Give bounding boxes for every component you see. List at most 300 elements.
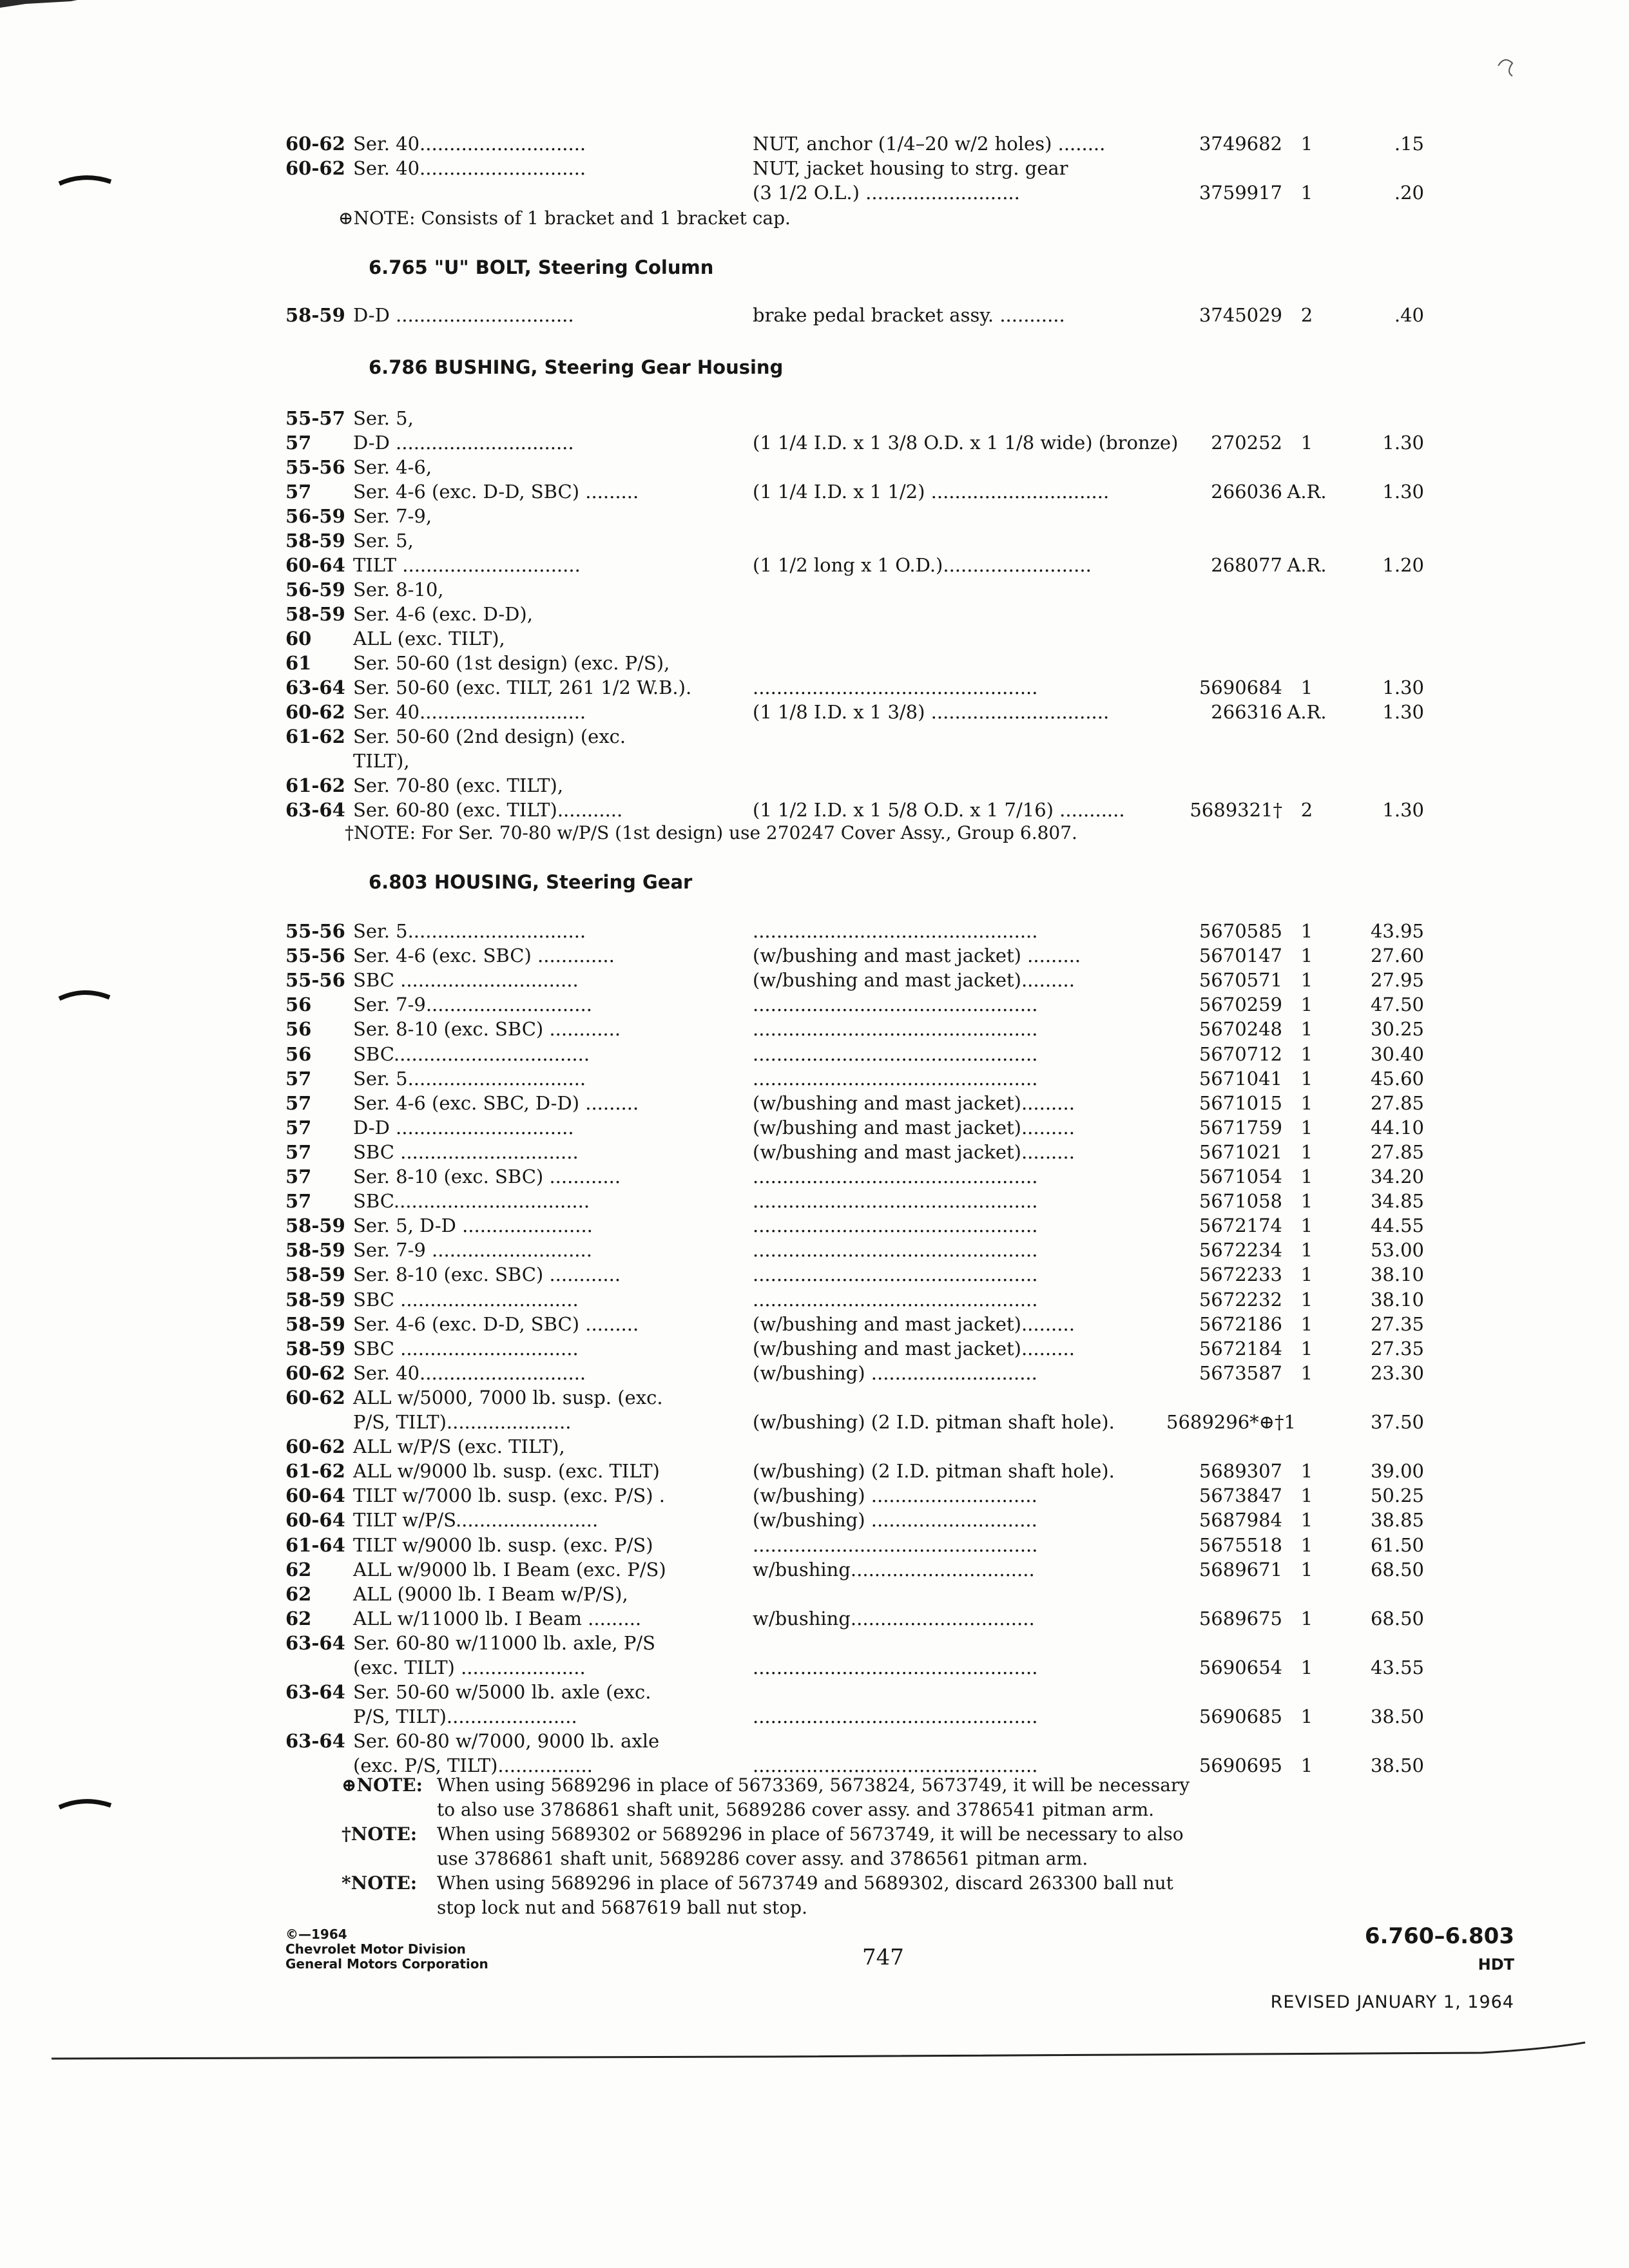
- cell-qty: 1: [1300, 1509, 1313, 1532]
- cell-part-number: 5672184: [1199, 1337, 1282, 1360]
- cell-applies-to: Ser. 60-80 w/7000, 9000 lb. axle: [353, 1730, 660, 1753]
- cell-part-number: 5671041: [1199, 1067, 1282, 1090]
- cell-description: (1 1/8 I.D. x 1 3/8) ..............................: [753, 701, 1110, 723]
- cell-qty: 2: [1300, 799, 1313, 821]
- cell-qty: 1: [1300, 1706, 1313, 1728]
- cell-year: 60-62: [285, 1361, 345, 1384]
- cell-year: 58-59: [285, 1288, 345, 1311]
- table-row: [0, 1680, 1629, 1704]
- note-text: When using 5689296 in place of 5673369, 5673824, 5673749, it will be necessary: [437, 1774, 1190, 1796]
- cell-year: 57: [285, 481, 312, 503]
- cell-year: 55-56: [285, 945, 345, 967]
- section-title-6786: 6.786 BUSHING, Steering Gear Housing: [369, 356, 784, 378]
- cell-part-number: 5675518: [1199, 1533, 1282, 1556]
- cell-qty: 1: [1300, 1018, 1313, 1041]
- cell-year: 63-64: [285, 677, 345, 698]
- note-label: †NOTE:: [342, 1823, 418, 1845]
- cell-part-number: 5671058: [1199, 1190, 1282, 1213]
- cell-description: ................................................: [753, 920, 1038, 942]
- cell-year: 63-64: [285, 1681, 345, 1704]
- cell-year: 61-64: [285, 1533, 345, 1556]
- cell-applies-to: Ser. 40............................: [353, 133, 586, 155]
- cell-part-number: 5671054: [1199, 1166, 1282, 1187]
- cell-year: 56: [285, 994, 312, 1016]
- cell-year: 55-56: [285, 456, 345, 478]
- table-row: [0, 773, 1629, 798]
- cell-year: 58-59: [285, 304, 345, 326]
- table-row: [0, 1287, 1629, 1312]
- note-bracket: ⊕NOTE: Consists of 1 bracket and 1 bracket cap.: [338, 207, 791, 229]
- cell-description: (1 1/2 long x 1 O.D.).........................: [753, 554, 1092, 576]
- cell-applies-to: Ser. 7-9 ...........................: [353, 1239, 592, 1262]
- cell-applies-to: Ser. 40............................: [353, 701, 586, 723]
- cell-year: 60-64: [285, 1485, 345, 1507]
- cell-applies-to: ALL w/9000 lb. susp. (exc. TILT): [353, 1460, 660, 1483]
- table-row: [0, 303, 1629, 327]
- cell-applies-to: Ser. 8-10 (exc. SBC) ............: [353, 1264, 621, 1286]
- table-row: [0, 992, 1629, 1017]
- cell-applies-to: TILT w/7000 lb. susp. (exc. P/S) .: [353, 1485, 665, 1507]
- cell-description: ................................................: [753, 1754, 1038, 1777]
- cell-year: 61-62: [285, 774, 345, 796]
- cell-qty: 1: [1300, 1288, 1313, 1311]
- cell-applies-to: SBC.................................: [353, 1190, 590, 1213]
- table-row: [0, 700, 1629, 724]
- cell-price: 38.85: [1370, 1509, 1424, 1532]
- cell-description: (w/bushing and mast jacket).........: [753, 1140, 1075, 1163]
- cell-year: 57: [285, 432, 312, 454]
- table-row: [0, 1361, 1629, 1385]
- cell-price: 1.30: [1382, 799, 1424, 821]
- corporation: General Motors Corporation: [285, 1956, 488, 1972]
- table-row: [0, 1336, 1629, 1361]
- cell-year: 60-62: [285, 701, 345, 723]
- cell-year: 57: [285, 1091, 312, 1114]
- cell-applies-to: Ser. 7-9............................: [353, 994, 592, 1016]
- cell-description: (3 1/2 O.L.) ..........................: [753, 182, 1020, 204]
- table-row: [0, 724, 1629, 749]
- cell-price: 1.30: [1382, 481, 1424, 503]
- cell-part-number: 266316: [1211, 701, 1282, 723]
- cell-year: 55-57: [285, 407, 345, 429]
- cell-qty: 1: [1300, 1485, 1313, 1507]
- cell-description: (w/bushing) (2 I.D. pitman shaft hole).: [753, 1460, 1115, 1483]
- cell-description: w/bushing...............................: [753, 1607, 1035, 1629]
- table-row: [0, 651, 1629, 675]
- cell-qty: 1: [1300, 677, 1313, 698]
- cell-year: 61: [285, 652, 312, 674]
- cell-qty: 1: [1300, 1140, 1313, 1163]
- cell-description: (w/bushing and mast jacket).........: [753, 1116, 1075, 1139]
- cell-price: 23.30: [1370, 1361, 1424, 1384]
- cell-price: 37.50: [1370, 1411, 1424, 1433]
- table-row: [0, 1066, 1629, 1091]
- cell-price: 30.25: [1370, 1018, 1424, 1041]
- cell-year: 58-59: [285, 1215, 345, 1237]
- revised-date: REVISED JANUARY 1, 1964: [1270, 1992, 1514, 2012]
- cell-description: brake pedal bracket assy. ...........: [753, 304, 1065, 326]
- cell-price: 30.40: [1370, 1043, 1424, 1065]
- cell-qty: 1: [1300, 969, 1313, 992]
- cell-part-number: 5670585: [1199, 920, 1282, 942]
- cell-part-number: 266036: [1211, 481, 1282, 503]
- cell-price: 44.10: [1370, 1116, 1424, 1139]
- cell-applies-to: ALL w/5000, 7000 lb. susp. (exc.: [353, 1386, 663, 1408]
- section-title-6765: 6.765 "U" BOLT, Steering Column: [369, 256, 714, 278]
- cell-description: ................................................: [753, 677, 1038, 698]
- cell-description: ................................................: [753, 1239, 1038, 1262]
- division: Chevrolet Motor Division: [285, 1941, 466, 1957]
- cell-year: 56-59: [285, 505, 345, 527]
- table-row: [0, 479, 1629, 504]
- cell-part-number: 5690685: [1199, 1706, 1282, 1728]
- cell-applies-to: SBC ..............................: [353, 969, 579, 992]
- cell-price: 45.60: [1370, 1067, 1424, 1090]
- cell-applies-to: (exc. P/S, TILT)................: [353, 1754, 593, 1777]
- cell-year: 60-62: [285, 157, 345, 179]
- cell-applies-to: Ser. 8-10 (exc. SBC) ............: [353, 1018, 621, 1041]
- cell-description: (w/bushing and mast jacket) .........: [753, 945, 1081, 967]
- cell-applies-to: D-D ..............................: [353, 304, 574, 326]
- cell-price: 43.55: [1370, 1657, 1424, 1678]
- cell-applies-to: Ser. 5,: [353, 530, 414, 552]
- table-row: [0, 1213, 1629, 1238]
- table-row: [0, 430, 1629, 455]
- table-row: [0, 1729, 1629, 1753]
- cell-qty: 1: [1300, 1337, 1313, 1360]
- table-row: [0, 919, 1629, 943]
- cell-part-number: 5672234: [1199, 1239, 1282, 1262]
- cell-price: 38.50: [1370, 1706, 1424, 1728]
- cell-applies-to: P/S, TILT).....................: [353, 1411, 572, 1433]
- table-row: [0, 626, 1629, 651]
- cell-price: 38.10: [1370, 1264, 1424, 1286]
- cell-part-number: 5672232: [1199, 1288, 1282, 1311]
- cell-applies-to: SBC ..............................: [353, 1337, 579, 1360]
- cell-applies-to: Ser. 50-60 (2nd design) (exc.: [353, 726, 626, 747]
- cell-price: 34.20: [1370, 1166, 1424, 1187]
- table-row: [0, 180, 1629, 205]
- cell-qty: 1: [1300, 1166, 1313, 1187]
- table-row: [0, 1533, 1629, 1557]
- cell-part-number: 5690684: [1199, 677, 1282, 698]
- cell-price: 53.00: [1370, 1239, 1424, 1262]
- cell-qty: 1: [1300, 1558, 1313, 1581]
- cell-part-number: 5670712: [1199, 1043, 1282, 1065]
- cell-qty: 1: [1300, 1312, 1313, 1335]
- cell-year: 57: [285, 1067, 312, 1090]
- cell-qty: 1: [1300, 920, 1313, 942]
- cell-year: 60-62: [285, 133, 345, 155]
- cell-qty: 1: [1300, 1657, 1313, 1678]
- cell-price: 44.55: [1370, 1215, 1424, 1237]
- cell-price: 47.50: [1370, 994, 1424, 1016]
- cell-description: ................................................: [753, 1190, 1038, 1213]
- cell-description: ................................................: [753, 1166, 1038, 1187]
- cell-applies-to: Ser. 50-60 w/5000 lb. axle (exc.: [353, 1681, 651, 1704]
- page-number: 747: [862, 1945, 904, 1970]
- note-text: When using 5689302 or 5689296 in place of 5673749, it will be necessary to also: [437, 1823, 1184, 1845]
- cell-description: ................................................: [753, 994, 1038, 1016]
- cell-price: 50.25: [1370, 1485, 1424, 1507]
- note-text: use 3786861 shaft unit, 5689286 cover assy. and 3786561 pitman arm.: [437, 1848, 1088, 1869]
- cell-year: 58-59: [285, 1264, 345, 1286]
- cell-price: 34.85: [1370, 1190, 1424, 1213]
- table-row: [0, 1704, 1629, 1729]
- cell-description: (1 1/2 I.D. x 1 5/8 O.D. x 1 7/16) ...........: [753, 799, 1125, 821]
- cell-part-number: 5672174: [1199, 1215, 1282, 1237]
- cell-part-number: 5690654: [1199, 1657, 1282, 1678]
- cell-part-number: 5671759: [1199, 1116, 1282, 1139]
- table-row: [0, 1582, 1629, 1606]
- cell-year: 62: [285, 1582, 312, 1605]
- cell-description: ................................................: [753, 1264, 1038, 1286]
- cell-applies-to: ALL (exc. TILT),: [353, 628, 505, 649]
- cell-applies-to: Ser. 5..............................: [353, 1067, 586, 1090]
- table-row: [0, 1091, 1629, 1115]
- cell-description: (w/bushing and mast jacket).........: [753, 969, 1075, 992]
- table-row: [0, 675, 1629, 700]
- cell-year: 57: [285, 1190, 312, 1213]
- cell-applies-to: SBC ..............................: [353, 1140, 579, 1163]
- cell-applies-to: Ser. 4-6 (exc. D-D, SBC) .........: [353, 1312, 639, 1335]
- cell-year: 57: [285, 1140, 312, 1163]
- cell-part-number: 5670147: [1199, 945, 1282, 967]
- cell-applies-to: D-D ..............................: [353, 1116, 574, 1139]
- cell-price: 1.20: [1382, 554, 1424, 576]
- cell-qty: A.R.: [1287, 481, 1327, 503]
- cell-price: 38.50: [1370, 1754, 1424, 1777]
- cell-qty: A.R.: [1287, 554, 1327, 576]
- table-row: [0, 798, 1629, 822]
- cell-description: NUT, anchor (1/4–20 w/2 holes) ........: [753, 133, 1106, 155]
- cell-applies-to: Ser. 4-6 (exc. SBC, D-D) .........: [353, 1091, 639, 1114]
- table-row: [0, 602, 1629, 626]
- cell-description: ................................................: [753, 1215, 1038, 1237]
- table-row: [0, 1017, 1629, 1041]
- cell-year: 63-64: [285, 799, 345, 821]
- cell-year: 57: [285, 1166, 312, 1187]
- table-row: [0, 943, 1629, 968]
- table-row: [0, 1459, 1629, 1483]
- cell-year: 60-62: [285, 1436, 345, 1458]
- table-row: [0, 1606, 1629, 1631]
- cell-part-number: 5689321†: [1190, 799, 1282, 821]
- cell-price: 39.00: [1370, 1460, 1424, 1483]
- cell-applies-to: Ser. 40............................: [353, 157, 586, 179]
- note-text: to also use 3786861 shaft unit, 5689286 cover assy. and 3786541 pitman arm.: [437, 1799, 1155, 1820]
- cell-price: .20: [1394, 182, 1424, 204]
- cell-year: 60-64: [285, 554, 345, 576]
- cell-description: (w/bushing and mast jacket).........: [753, 1337, 1075, 1360]
- cell-qty: 1: [1300, 432, 1313, 454]
- cell-part-number: 5689675: [1199, 1607, 1282, 1629]
- cell-description: w/bushing...............................: [753, 1558, 1035, 1581]
- table-row: [0, 1189, 1629, 1213]
- table-row: [0, 968, 1629, 992]
- cell-applies-to: P/S, TILT)......................: [353, 1706, 577, 1728]
- cell-year: 61-62: [285, 726, 345, 747]
- cell-applies-to: Ser. 50-60 (1st design) (exc. P/S),: [353, 652, 670, 674]
- cell-year: 55-56: [285, 969, 345, 992]
- cell-applies-to: ALL (9000 lb. I Beam w/P/S),: [353, 1582, 628, 1605]
- cell-part-number: 5672186: [1199, 1312, 1282, 1335]
- cell-applies-to: Ser. 8-10,: [353, 579, 444, 601]
- table-row: [0, 577, 1629, 602]
- cell-description: ................................................: [753, 1018, 1038, 1041]
- table-row: [0, 1042, 1629, 1066]
- cell-qty: 1: [1300, 1116, 1313, 1139]
- cell-year: 56: [285, 1043, 312, 1065]
- cell-year: 57: [285, 1116, 312, 1139]
- cell-description: ................................................: [753, 1706, 1038, 1728]
- table-row: [0, 1508, 1629, 1532]
- cell-qty: 1: [1300, 1190, 1313, 1213]
- cell-year: 60: [285, 628, 312, 649]
- cell-applies-to: Ser. 40............................: [353, 1361, 586, 1384]
- table-row: [0, 455, 1629, 479]
- cell-applies-to: Ser. 5..............................: [353, 920, 586, 942]
- cell-price: 68.50: [1370, 1558, 1424, 1581]
- table-row: [0, 156, 1629, 180]
- cell-price: 38.10: [1370, 1288, 1424, 1311]
- cell-qty: 1: [1300, 1533, 1313, 1556]
- table-row: [0, 1385, 1629, 1410]
- cell-qty: 1: [1300, 1067, 1313, 1090]
- cell-part-number: 5670259: [1199, 994, 1282, 1016]
- cell-part-number: 5689296*⊕†1: [1166, 1411, 1296, 1433]
- section-title-6803: 6.803 HOUSING, Steering Gear: [369, 871, 693, 893]
- cell-year: 56-59: [285, 579, 345, 601]
- cell-part-number: 5687984: [1199, 1509, 1282, 1532]
- cell-applies-to: ALL w/9000 lb. I Beam (exc. P/S): [353, 1558, 666, 1581]
- cell-year: 56: [285, 1018, 312, 1041]
- table-row: [0, 406, 1629, 430]
- table-row: [0, 553, 1629, 577]
- table-row: [0, 1115, 1629, 1140]
- cell-price: 68.50: [1370, 1607, 1424, 1629]
- table-row: [0, 1631, 1629, 1655]
- cell-description: (w/bushing) (2 I.D. pitman shaft hole).: [753, 1411, 1115, 1433]
- cell-year: 58-59: [285, 603, 345, 625]
- cell-description: ................................................: [753, 1067, 1038, 1090]
- table-row: [0, 1140, 1629, 1164]
- table-row: [0, 1312, 1629, 1336]
- cell-year: 58-59: [285, 1312, 345, 1335]
- cell-applies-to: (exc. TILT) .....................: [353, 1657, 586, 1678]
- cell-description: NUT, jacket housing to strg. gear: [753, 157, 1068, 179]
- cell-applies-to: Ser. 4-6 (exc. SBC) .............: [353, 945, 615, 967]
- table-row: [0, 1557, 1629, 1582]
- cell-part-number: 5690695: [1199, 1754, 1282, 1777]
- cell-qty: 2: [1300, 304, 1313, 326]
- cell-applies-to: Ser. 5,: [353, 407, 414, 429]
- cell-qty: 1: [1300, 1043, 1313, 1065]
- cell-qty: A.R.: [1287, 701, 1327, 723]
- cell-description: ................................................: [753, 1288, 1038, 1311]
- copyright: ©—1964: [285, 1927, 347, 1942]
- cell-year: 60-64: [285, 1509, 345, 1532]
- cell-applies-to: Ser. 8-10 (exc. SBC) ............: [353, 1166, 621, 1187]
- cell-price: .40: [1394, 304, 1424, 326]
- cell-applies-to: Ser. 5, D-D ......................: [353, 1215, 593, 1237]
- cell-price: 1.30: [1382, 701, 1424, 723]
- cell-description: ................................................: [753, 1533, 1038, 1556]
- cell-applies-to: SBC ..............................: [353, 1288, 579, 1311]
- cell-price: 1.30: [1382, 432, 1424, 454]
- cell-description: (w/bushing) ............................: [753, 1509, 1037, 1532]
- table-row: [0, 1434, 1629, 1459]
- cell-price: 1.30: [1382, 677, 1424, 698]
- cell-applies-to: ALL w/P/S (exc. TILT),: [353, 1436, 565, 1458]
- cell-price: 27.85: [1370, 1091, 1424, 1114]
- note-text: When using 5689296 in place of 5673749 and 5689302, discard 263300 ball nut: [437, 1872, 1173, 1894]
- cell-price: 27.35: [1370, 1312, 1424, 1335]
- cell-part-number: 5671015: [1199, 1091, 1282, 1114]
- cell-applies-to: Ser. 4-6,: [353, 456, 432, 478]
- cell-applies-to: ALL w/11000 lb. I Beam .........: [353, 1607, 642, 1629]
- cell-description: (w/bushing) ............................: [753, 1485, 1037, 1507]
- cell-description: (w/bushing and mast jacket).........: [753, 1091, 1075, 1114]
- cell-qty: 1: [1300, 945, 1313, 967]
- cell-price: 27.35: [1370, 1337, 1424, 1360]
- cell-applies-to: Ser. 7-9,: [353, 505, 432, 527]
- cell-description: ................................................: [753, 1043, 1038, 1065]
- note-label: ⊕NOTE:: [342, 1774, 423, 1796]
- cell-price: 27.85: [1370, 1140, 1424, 1163]
- cell-applies-to: TILT w/9000 lb. susp. (exc. P/S): [353, 1533, 653, 1556]
- cell-year: 58-59: [285, 1239, 345, 1262]
- cell-part-number: 5689671: [1199, 1558, 1282, 1581]
- cell-description: (w/bushing and mast jacket).........: [753, 1312, 1075, 1335]
- table-row: [0, 1164, 1629, 1189]
- cell-part-number: 5670248: [1199, 1018, 1282, 1041]
- cell-applies-to: Ser. 60-80 w/11000 lb. axle, P/S: [353, 1631, 655, 1654]
- cell-qty: 1: [1300, 1460, 1313, 1483]
- table-row: [0, 131, 1629, 156]
- cell-part-number: 5671021: [1199, 1140, 1282, 1163]
- group-range: 6.760–6.803: [1364, 1923, 1514, 1949]
- table-row: [0, 1238, 1629, 1262]
- cell-qty: 1: [1300, 182, 1313, 204]
- cell-qty: 1: [1300, 1754, 1313, 1777]
- cell-year: 62: [285, 1558, 312, 1581]
- cell-year: 60-62: [285, 1386, 345, 1408]
- cell-qty: 1: [1300, 1215, 1313, 1237]
- cell-price: .15: [1394, 133, 1424, 155]
- cell-part-number: 5673847: [1199, 1485, 1282, 1507]
- cell-year: 58-59: [285, 530, 345, 552]
- table-row: [0, 1483, 1629, 1508]
- note-label: *NOTE:: [342, 1872, 418, 1894]
- cell-qty: 1: [1300, 1239, 1313, 1262]
- cell-applies-to: Ser. 60-80 (exc. TILT)...........: [353, 799, 623, 821]
- cell-applies-to: Ser. 50-60 (exc. TILT, 261 1/2 W.B.).: [353, 677, 692, 698]
- cell-applies-to: Ser. 70-80 (exc. TILT),: [353, 774, 564, 796]
- cell-applies-to: D-D ..............................: [353, 432, 574, 454]
- cell-applies-to: TILT),: [353, 750, 410, 772]
- table-row: [0, 1410, 1629, 1434]
- cell-part-number: 3745029: [1199, 304, 1282, 326]
- cell-qty: 1: [1300, 133, 1313, 155]
- cell-part-number: 5672233: [1199, 1264, 1282, 1286]
- cell-applies-to: TILT ..............................: [353, 554, 581, 576]
- cell-part-number: 270252: [1211, 432, 1282, 454]
- table-row: [0, 1262, 1629, 1287]
- cell-year: 62: [285, 1607, 312, 1629]
- cell-applies-to: SBC.................................: [353, 1043, 590, 1065]
- cell-description: (1 1/4 I.D. x 1 1/2) ..............................: [753, 481, 1110, 503]
